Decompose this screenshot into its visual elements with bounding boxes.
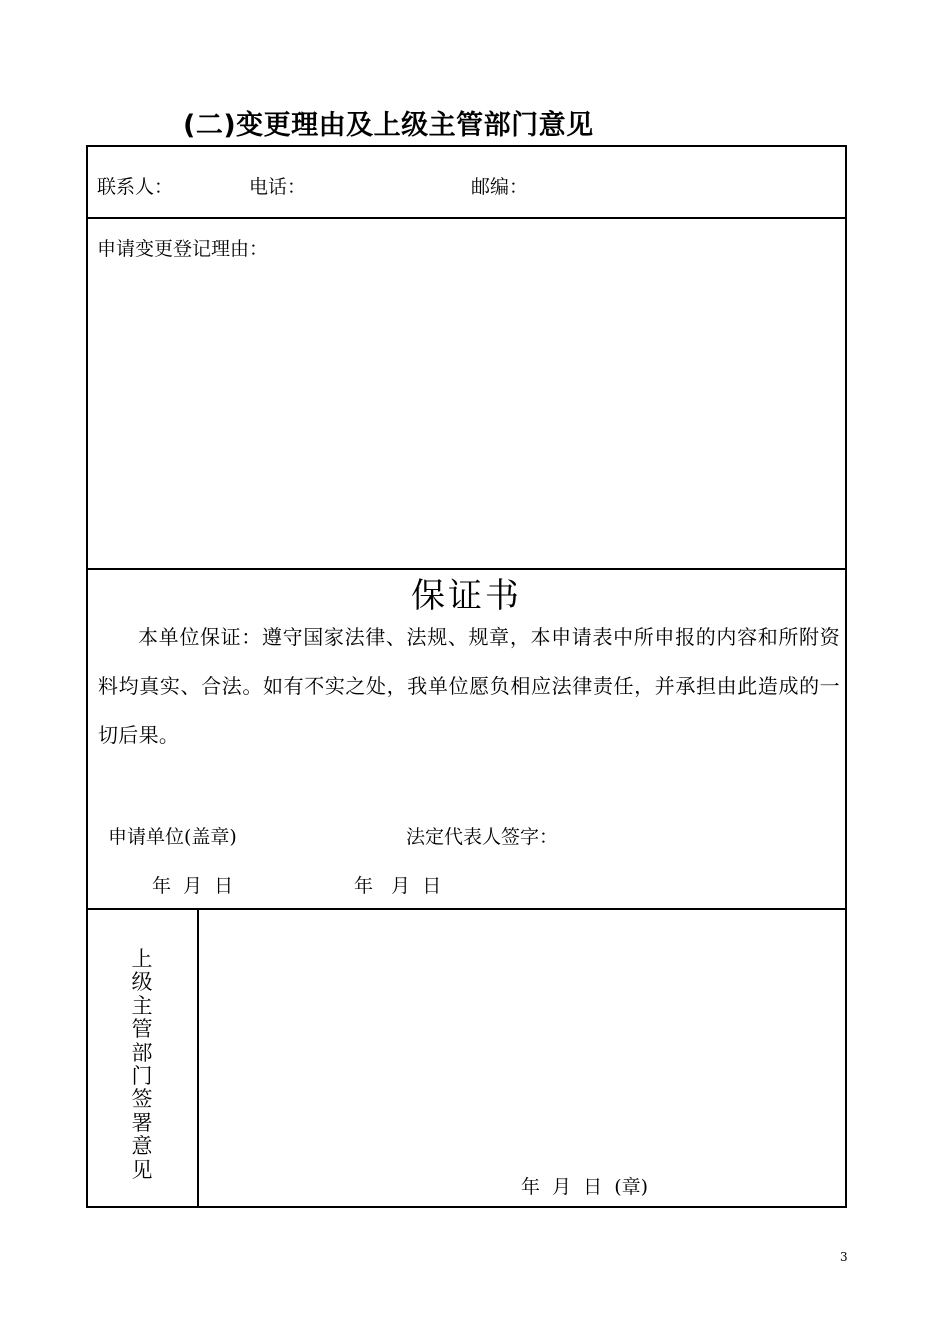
applicant-unit-seal-label: 申请单位(盖章) <box>108 826 237 848</box>
application-form-table <box>86 145 847 1208</box>
authority-date-seal: 年 月 日 (章) <box>521 1176 649 1198</box>
column-divider <box>197 908 199 1208</box>
row-divider <box>88 908 845 910</box>
page-number: 3 <box>840 1250 848 1264</box>
authority-opinion-vertical-label: 上级主管部门签署意见 <box>131 947 153 1182</box>
change-reason-label: 申请变更登记理由： <box>97 238 269 260</box>
authority-label-cell <box>88 910 197 1208</box>
legal-representative-signature-label: 法定代表人签字： <box>406 826 559 848</box>
phone-label: 电话： <box>249 176 307 198</box>
postcode-label: 邮编： <box>471 176 529 198</box>
guarantee-title: 保证书 <box>411 576 522 616</box>
legal-representative-date: 年 月 日 <box>354 875 442 897</box>
applicant-date: 年 月 日 <box>152 875 234 897</box>
contact-person-label: 联系人： <box>97 176 174 198</box>
section-title: (二)变更理由及上级主管部门意见 <box>183 110 594 141</box>
row-divider <box>88 217 845 219</box>
guarantee-body: 本单位保证：遵守国家法律、法规、规章，本申请表中所申报的内容和所附资料均真实、合法。如有不实之处，我单位愿负相应法律责任，并承担由此造成的一切后果。 <box>98 625 840 747</box>
